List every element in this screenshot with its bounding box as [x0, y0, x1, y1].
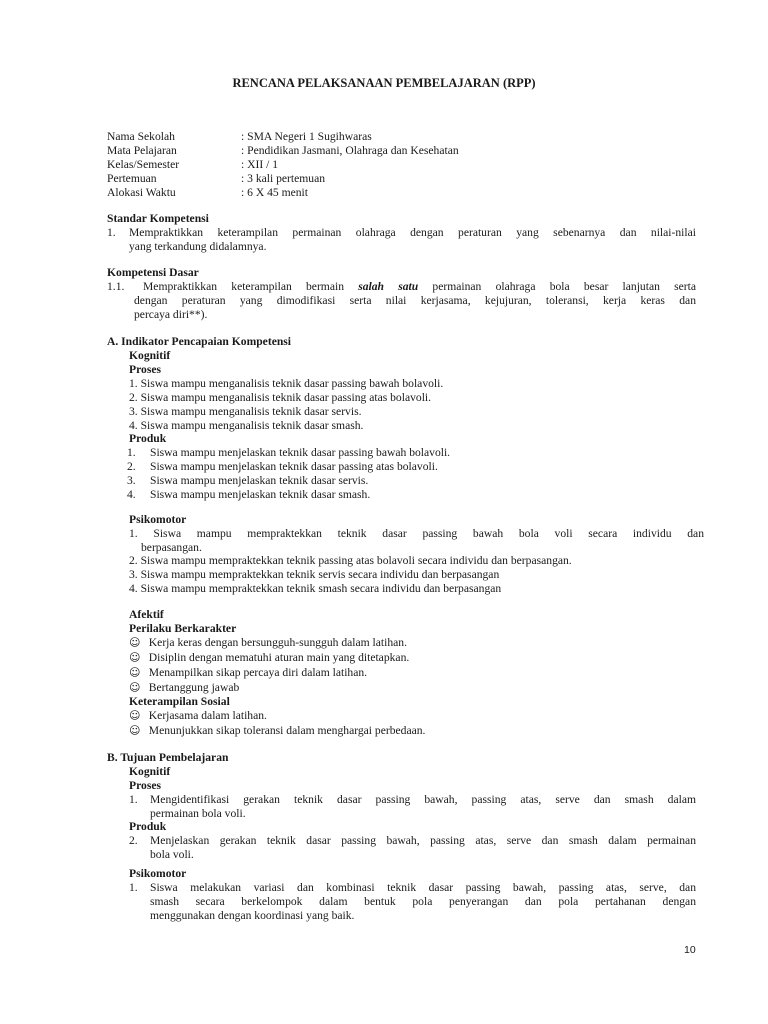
smiley-icon: ☺ — [129, 636, 141, 649]
tujuan-produk-number: 2. — [129, 834, 138, 847]
tujuan-proses-line2: permainan bola voli. — [150, 807, 246, 820]
document-title: RENCANA PELAKSANAAN PEMBELAJARAN (RPP) — [232, 76, 536, 90]
tujuan-proses-label: Proses — [129, 779, 161, 792]
produk-item-number: 3. — [127, 474, 136, 487]
sosial-item: ☺ Kerjasama dalam latihan. — [129, 709, 267, 722]
psikomotor-item: 2. Siswa mampu mempraktekkan teknik passing atas bolavoli secara individu dan berpasangan. — [129, 554, 572, 567]
proses-item: 4. Siswa mampu menganalisis teknik dasar smash. — [129, 419, 364, 432]
smiley-icon: ☺ — [129, 724, 141, 737]
psikomotor-item: 3. Siswa mampu mempraktekkan teknik servis secara individu dan berpasangan — [129, 568, 500, 581]
smiley-icon: ☺ — [129, 709, 141, 722]
kd-number: 1.1. — [107, 280, 125, 293]
kd-heading: Kompetensi Dasar — [107, 266, 199, 279]
produk-item-text: Siswa mampu menjelaskan teknik dasar servis. — [150, 474, 369, 487]
produk-item-text: Siswa mampu menjelaskan teknik dasar passing atas bolavoli. — [150, 460, 438, 473]
produk-item-number: 2. — [127, 460, 136, 473]
afektif-label: Afektif — [129, 608, 164, 621]
tujuan-kognitif-label: Kognitif — [129, 765, 171, 778]
sk-heading: Standar Kompetensi — [107, 212, 209, 225]
indikator-produk-label: Produk — [129, 432, 167, 445]
proses-item: 1. Siswa mampu menganalisis teknik dasar passing bawah bolavoli. — [129, 377, 444, 390]
identity-row-subject: Mata Pelajaran : Pendidikan Jasmani, Olahraga dan Kesehatan — [107, 144, 459, 157]
indikator-heading: A. Indikator Pencapaian Kompetensi — [107, 335, 292, 348]
produk-item-text: Siswa mampu menjelaskan teknik dasar smash. — [150, 488, 371, 501]
smiley-icon: ☺ — [129, 681, 141, 694]
produk-item-number: 4. — [127, 488, 136, 501]
berkarakter-item: ☺ Menampilkan sikap percaya diri dalam latihan. — [129, 666, 368, 679]
produk-item-text: Siswa mampu menjelaskan teknik dasar passing bawah bolavoli. — [150, 446, 451, 459]
sk-text-line1: Mempraktikkan keterampilan permainan olahraga dengan peraturan yang sebenarnya dan nilai-nilai — [129, 226, 696, 239]
tujuan-produk-line2: bola voli. — [150, 848, 194, 861]
produk-item-number: 1. — [127, 446, 136, 459]
kd-text-line1: Mempraktikkan keterampilan bermain salah satu permainan olahraga bola besar lanjutan serta — [143, 280, 696, 293]
tujuan-proses-number: 1. — [129, 793, 138, 806]
psikomotor-item-line2: berpasangan. — [141, 541, 202, 554]
identity-row-time: Alokasi Waktu : 6 X 45 menit — [107, 186, 308, 199]
sk-number: 1. — [107, 226, 116, 239]
berkarakter-item: ☺ Kerja keras dengan bersungguh-sungguh dalam latihan. — [129, 636, 408, 649]
tujuan-psikomotor-line1: Siswa melakukan variasi dan kombinasi teknik dasar passing bawah, passing atas, serve, dan — [150, 881, 696, 894]
berkarakter-label: Perilaku Berkarakter — [129, 622, 237, 635]
page-number: 10 — [684, 944, 696, 956]
tujuan-psikomotor-line3: menggunakan dengan koordinasi yang baik. — [150, 909, 355, 922]
tujuan-psikomotor-line2: smash secara berkelompok dalam bentuk pola penyerangan dan pola pertahanan dengan — [150, 895, 696, 908]
kd-text-line2: dengan peraturan yang dimodifikasi serta nilai kerjasama, kejujuran, toleransi, kerja keras dan — [134, 294, 696, 307]
psikomotor-item-line1: 1. Siswa mampu mempraktekkan teknik dasar passing bawah bola voli secara individu dan — [129, 527, 704, 540]
tujuan-psikomotor-number: 1. — [129, 881, 138, 894]
indikator-psikomotor-label: Psikomotor — [129, 513, 187, 526]
smiley-icon: ☺ — [129, 651, 141, 664]
sosial-label: Keterampilan Sosial — [129, 695, 230, 708]
kd-text-line3: percaya diri**). — [134, 308, 208, 321]
berkarakter-item: ☺ Bertanggung jawab — [129, 681, 240, 694]
sosial-item: ☺ Menunjukkan sikap toleransi dalam menghargai perbedaan. — [129, 724, 426, 737]
tujuan-psikomotor-label: Psikomotor — [129, 867, 187, 880]
indikator-kognitif-label: Kognitif — [129, 349, 171, 362]
berkarakter-item: ☺ Disiplin dengan mematuhi aturan main yang ditetapkan. — [129, 651, 410, 664]
indikator-proses-label: Proses — [129, 363, 161, 376]
identity-row-class: Kelas/Semester : XII / 1 — [107, 158, 279, 171]
proses-item: 2. Siswa mampu menganalisis teknik dasar passing atas bolavoli. — [129, 391, 432, 404]
proses-item: 3. Siswa mampu menganalisis teknik dasar servis. — [129, 405, 362, 418]
smiley-icon: ☺ — [129, 666, 141, 679]
tujuan-produk-line1: Menjelaskan gerakan teknik dasar passing bawah, passing atas, serve dan smash dalam permainan — [150, 834, 696, 847]
tujuan-heading: B. Tujuan Pembelajaran — [107, 751, 229, 764]
psikomotor-item: 4. Siswa mampu mempraktekkan teknik smash secara individu dan berpasangan — [129, 582, 502, 595]
identity-row-school: Nama Sekolah : SMA Negeri 1 Sugihwaras — [107, 130, 372, 143]
tujuan-proses-line1: Mengidentifikasi gerakan teknik dasar passing bawah, passing atas, serve dan smash dalam — [150, 793, 696, 806]
tujuan-produk-label: Produk — [129, 820, 167, 833]
sk-text-line2: yang terkandung didalamnya. — [129, 240, 267, 253]
identity-row-meeting: Pertemuan : 3 kali pertemuan — [107, 172, 326, 185]
